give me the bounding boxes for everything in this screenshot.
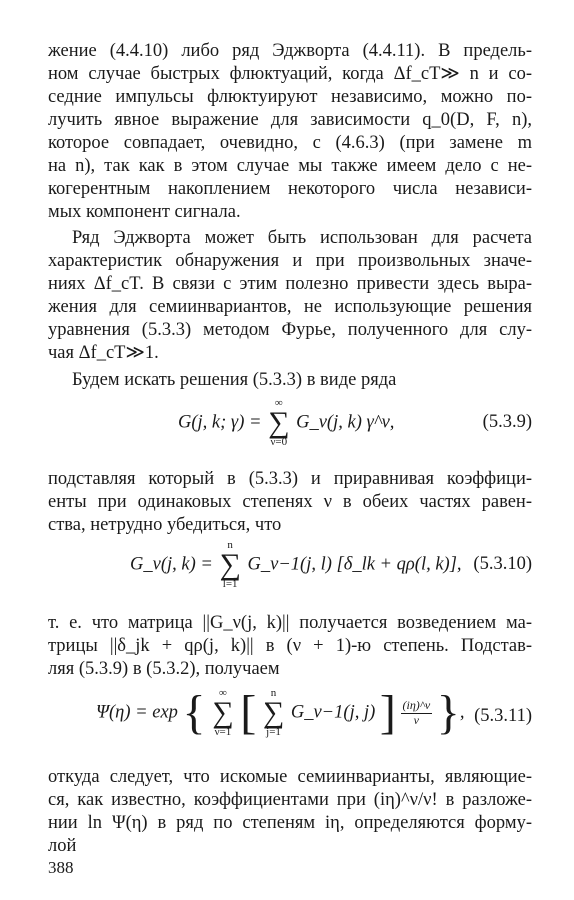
- text-line: Будем искать решения (5.3.3) в виде ряда: [72, 370, 397, 390]
- eq-lhs: G(j, k; γ) =: [178, 412, 262, 433]
- equation-5-3-10: [48, 540, 532, 600]
- text-line: откуда следует, что искомые семиинварианты, являющие-: [48, 767, 532, 787]
- text-line: характеристик обнаружения и при произвольных значе-: [48, 251, 532, 271]
- text-line: нии ln Ψ(η) в ряд по степеням iη, определяются форму-: [48, 813, 532, 833]
- text-line: ном случае быстрых флюктуаций, когда Δf_cT≫ n и со-: [48, 64, 532, 84]
- equation-5-3-9: [48, 398, 532, 458]
- eq-lhs: G_ν(j, k) =: [130, 554, 213, 575]
- text-line: жение (4.4.10) либо ряд Эджворта (4.4.11). В предель-: [48, 41, 532, 61]
- text-line: ства, нетрудно убедиться, что: [48, 515, 282, 535]
- text-line: жения для семиинвариантов, не использующие решения: [48, 297, 532, 317]
- text-line: ляя (5.3.9) в (5.3.2), получаем: [48, 659, 280, 679]
- eq-rhs: G_ν(j, k) γ^ν,: [296, 412, 395, 433]
- eq-lhs: Ψ(η) = exp: [96, 702, 178, 723]
- text-line: на n), так как в этом случае мы также имеем дело с не-: [48, 156, 532, 176]
- text-line: т. е. что матрица ||G_ν(j, k)|| получается возведением ма-: [48, 613, 532, 633]
- text-line: чая Δf_cT≫1.: [48, 343, 159, 363]
- text-line: енты при одинаковых степенях ν в обеих частях равен-: [48, 492, 532, 512]
- text-line: когерентным накоплением некоторого числа независи-: [48, 179, 532, 199]
- text-line: лой: [48, 836, 77, 856]
- text-line: мых компонент сигнала.: [48, 202, 241, 222]
- sum-symbol: ∞ ∑ ν=1: [212, 687, 234, 738]
- text-line: уравнения (5.3.3) методом Фурье, полученного для слу-: [48, 320, 532, 340]
- text-line: ниях Δf_cT. В связи с этим полезно привести здесь выра-: [48, 274, 532, 294]
- text-line: подставляя который в (5.3.3) и приравнивая коэффици-: [48, 469, 532, 489]
- text-line: лучить явное выражение для зависимости q_0(D, F, n),: [48, 110, 532, 130]
- text-line: ся, как известно, коэффициентами при (iη)^ν/ν! в разложе-: [48, 790, 532, 810]
- text-line: Ряд Эджворта может быть использован для расчета: [72, 228, 532, 248]
- sum-symbol: n ∑ l=1: [219, 539, 241, 590]
- fraction: $\frac{(i\eta)\^{}\nu}{\nu}$: [402, 698, 431, 727]
- eq-inner: G_ν−1(j, j): [290, 702, 376, 723]
- sum-symbol: n ∑ j=1: [262, 687, 285, 738]
- sum-symbol: ∞ ∑ ν=0: [268, 397, 290, 448]
- equation-5-3-11: Ψ(η) = exp { ∞ ∑ ν=1 [ n ∑ j=1 G_ν−1(j, j) ] $\frac{(i\eta)\^{}\nu}{\nu}$ }, (5.3.11): [96, 686, 532, 739]
- equation-number: (5.3.9): [482, 412, 532, 432]
- text-line: которое совпадает, очевидно, с (4.6.3) (при замене m: [48, 133, 532, 153]
- equation-number: (5.3.10): [473, 554, 532, 574]
- eq-rhs: G_ν−1(j, l) [δ_lk + qρ(l, k)],: [247, 554, 462, 575]
- text-line: трицы ||δ_jk + qρ(j, k)|| в (ν + 1)-ю степень. Подстав-: [48, 636, 532, 656]
- equation-number: (5.3.11): [474, 706, 532, 726]
- page-number: 388: [48, 858, 74, 877]
- text-line: седние импульсы флюктуируют независимо, можно по-: [48, 87, 532, 107]
